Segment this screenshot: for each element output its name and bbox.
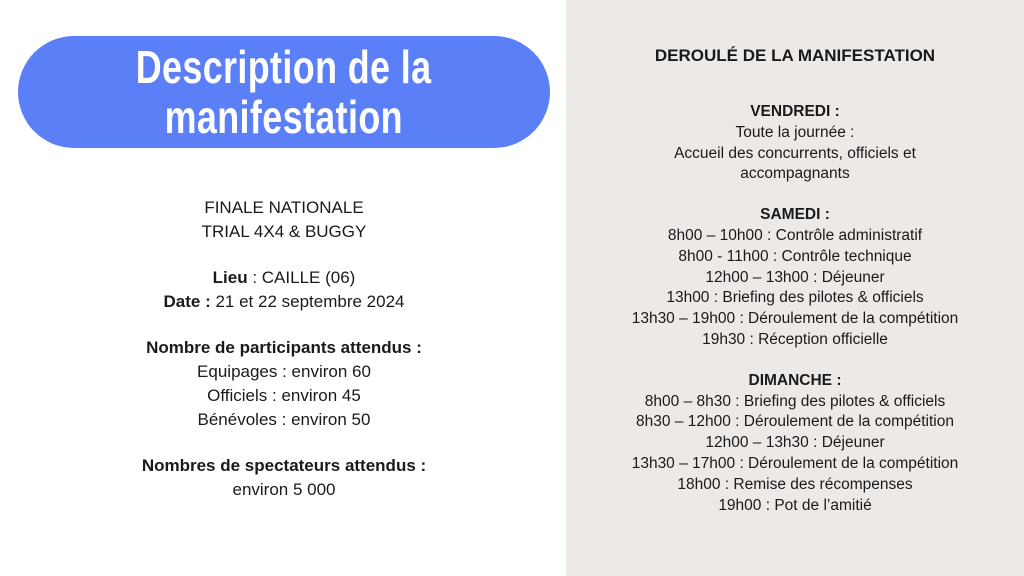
schedule-item: 8h00 – 10h00 : Contrôle administratif	[667, 226, 923, 244]
location-label: Lieu	[212, 268, 248, 287]
schedule-item: 13h30 – 17h00 : Déroulement de la compétition	[631, 454, 959, 472]
day-label-sunday: DIMANCHE :	[748, 371, 842, 389]
day-label-saturday: SAMEDI :	[760, 206, 830, 224]
title-line-2: manifestation	[164, 91, 404, 143]
title-banner	[18, 36, 550, 148]
participants-crews: Equipages : environ 60	[197, 362, 371, 381]
date-label: Date :	[163, 292, 211, 311]
participants-officials: Officiels : environ 45	[207, 386, 361, 405]
spectators-value: environ 5 000	[232, 480, 336, 499]
schedule-item: 19h00 : Pot de l’amitié	[718, 496, 872, 514]
schedule-item: 8h00 - 11h00 : Contrôle technique	[678, 247, 912, 265]
day-label-friday: VENDREDI :	[750, 103, 840, 120]
schedule	[566, 102, 1024, 516]
spectators-heading: Nombres de spectateurs attendus :	[141, 456, 427, 475]
location-value: : CAILLE (06)	[247, 268, 356, 287]
event-name-line-2: TRIAL 4X4 & BUGGY	[201, 222, 367, 241]
date-value: 21 et 22 septembre 2024	[210, 292, 405, 311]
schedule-title: DEROULÉ DE LA MANIFESTATION	[654, 46, 936, 65]
schedule-item: 19h30 : Réception officielle	[702, 330, 888, 348]
event-name-line-1: FINALE NATIONALE	[204, 198, 364, 217]
schedule-item: accompagnants	[740, 165, 850, 183]
participants-volunteers: Bénévoles : environ 50	[197, 410, 371, 429]
schedule-item: 8h00 – 8h30 : Briefing des pilotes & officiels	[644, 392, 946, 410]
title-line-1: Description de la	[136, 41, 432, 93]
schedule-item: 18h00 : Remise des récompenses	[677, 475, 913, 493]
location-line	[40, 266, 528, 290]
event-description	[40, 196, 528, 502]
schedule-item: 12h00 – 13h00 : Déjeuner	[705, 268, 885, 286]
schedule-item: 13h30 – 19h00 : Déroulement de la compétition	[631, 310, 959, 328]
participants-heading: Nombre de participants attendus :	[146, 338, 422, 357]
schedule-item: 8h30 – 12h00 : Déroulement de la compétition	[636, 413, 954, 431]
date-line	[40, 290, 528, 314]
schedule-item: 13h00 : Briefing des pilotes & officiels	[666, 289, 924, 307]
schedule-item: 12h00 – 13h30 : Déjeuner	[705, 434, 885, 452]
schedule-item: Accueil des concurrents, officiels et	[674, 144, 916, 162]
schedule-item: Toute la journée :	[735, 123, 855, 141]
